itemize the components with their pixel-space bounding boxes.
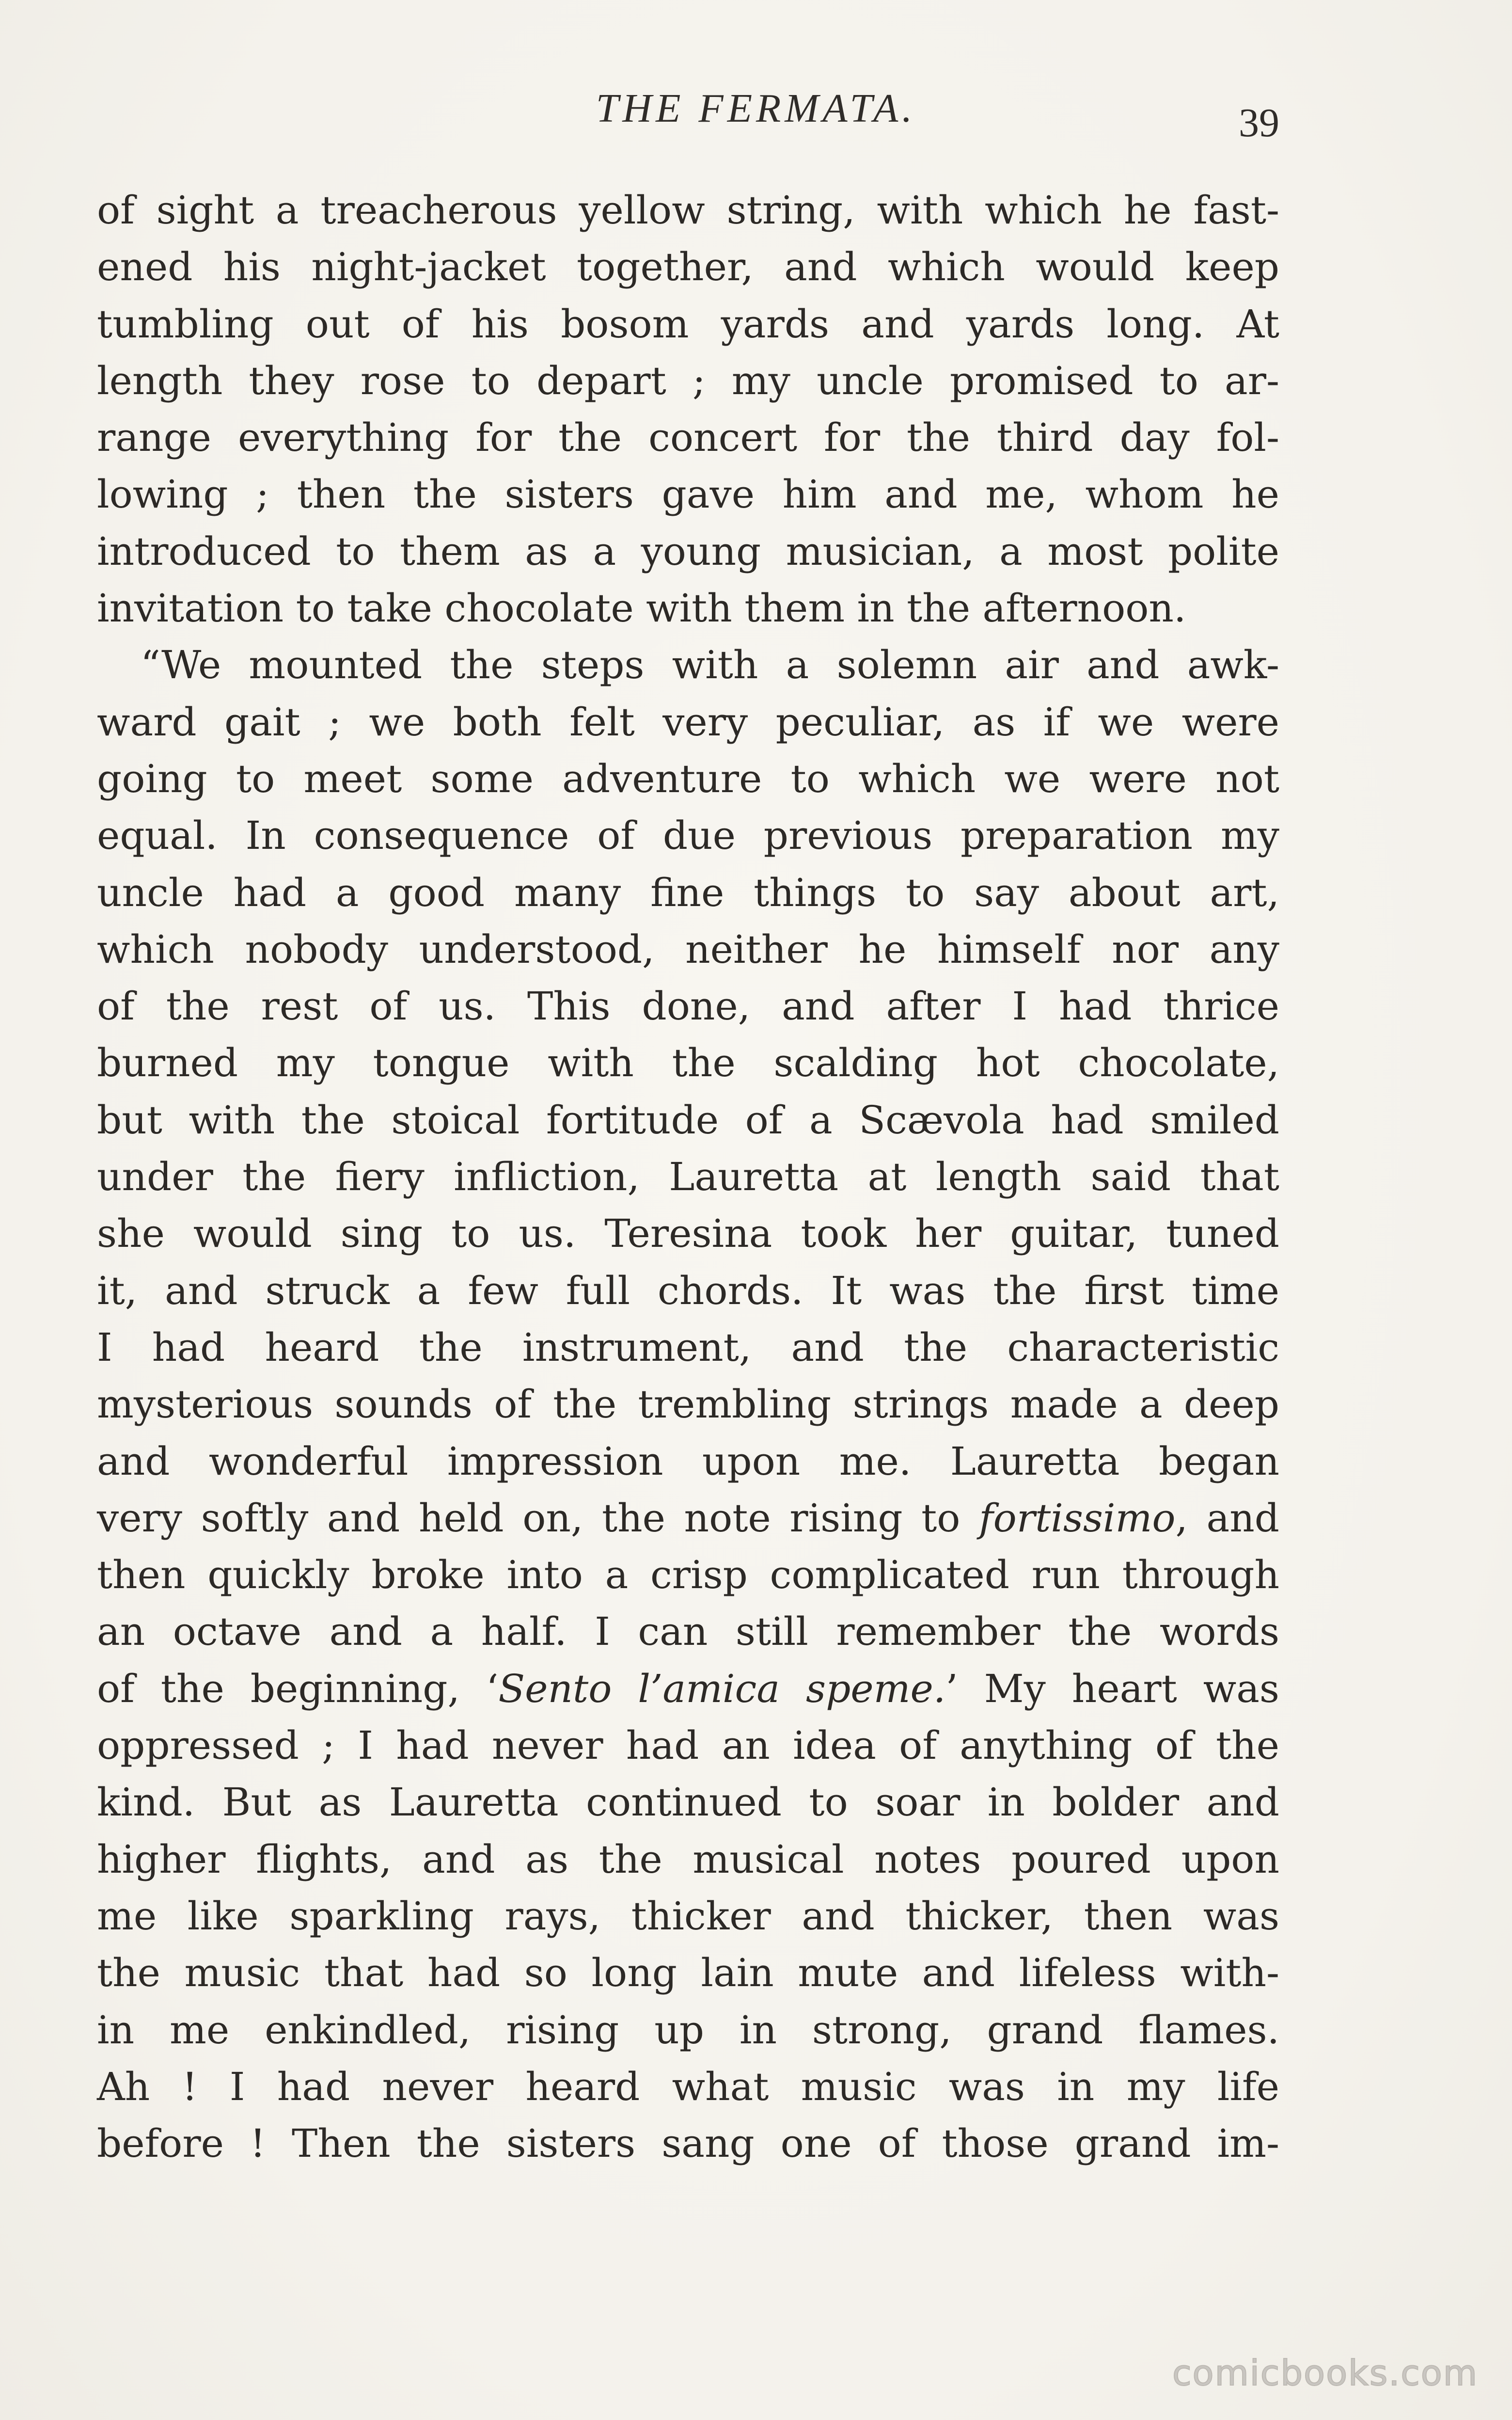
text-line: mysterious sounds of the trembling strings made a deep — [97, 1382, 1279, 1427]
italic-quote: Sento l’amica speme. — [498, 1666, 946, 1711]
text-line: invitation to take chocolate with them in the afternoon. — [97, 586, 1186, 631]
line-text-after: ’ My heart was — [945, 1666, 1279, 1711]
text-line: then quickly broke into a crisp complicated run through — [97, 1552, 1279, 1598]
text-line: and wonderful impression upon me. Lauretta began — [97, 1438, 1279, 1484]
line-text-before: very softly and held on, the note rising to — [97, 1495, 979, 1541]
text-line: of the rest of us. This done, and after I had thrice — [97, 984, 1279, 1029]
text-line: but with the stoical fortitude of a Scævola had smiled — [97, 1097, 1279, 1143]
text-line: burned my tongue with the scalding hot chocolate, — [97, 1040, 1279, 1086]
page-number: 39 — [1239, 100, 1279, 145]
text-line: Ah ! I had never heard what music was in my life — [97, 2064, 1279, 2109]
paragraph-start-line: “We mounted the steps with a solemn air and awk- — [141, 642, 1279, 688]
text-line: oppressed ; I had never had an idea of anything of the — [97, 1723, 1279, 1768]
text-line: introduced to them as a young musician, a most polite — [97, 528, 1279, 574]
text-line-with-italic — [97, 1660, 1279, 1717]
text-line: she would sing to us. Teresina took her guitar, tuned — [97, 1211, 1279, 1257]
text-line: range everything for the concert for the third day fol- — [97, 415, 1279, 461]
text-line: ward gait ; we both felt very peculiar, as if we were — [97, 699, 1279, 745]
text-line: uncle had a good many fine things to say about art, — [97, 870, 1279, 915]
text-line: which nobody understood, neither he himself nor any — [97, 926, 1279, 972]
line-text-after: , and — [1175, 1495, 1279, 1541]
text-line-with-italic — [97, 1490, 1279, 1546]
text-line: under the fiery infliction, Lauretta at length said that — [97, 1154, 1279, 1200]
italic-term: fortissimo — [979, 1495, 1176, 1541]
line-text-before: of the beginning, ‘ — [97, 1666, 499, 1711]
text-line: going to meet some adventure to which we were not — [97, 756, 1279, 801]
text-line: length they rose to depart ; my uncle promised to ar- — [97, 358, 1279, 403]
text-line: ened his night-jacket together, and which would keep — [97, 244, 1279, 290]
text-line: before ! Then the sisters sang one of those grand im- — [97, 2121, 1279, 2166]
running-head — [0, 85, 1512, 143]
text-line: an octave and a half. I can still remember the words — [97, 1609, 1279, 1655]
text-line: lowing ; then the sisters gave him and me, whom he — [97, 472, 1279, 517]
text-line: it, and struck a few full chords. It was the first time — [97, 1268, 1279, 1313]
text-line: me like sparkling rays, thicker and thicker, then was — [97, 1893, 1279, 1939]
body-text — [97, 182, 1279, 2172]
text-line: in me enkindled, rising up in strong, grand flames. — [97, 2007, 1279, 2053]
watermark: comicbooks.com — [1172, 2353, 1478, 2393]
text-line: the music that had so long lain mute and lifeless with- — [97, 1950, 1279, 1996]
text-line: tumbling out of his bosom yards and yards long. At — [97, 301, 1279, 347]
text-line: equal. In consequence of due previous preparation my — [97, 813, 1279, 859]
text-line: of sight a treacherous yellow string, with which he fast- — [97, 188, 1279, 233]
running-title: THE FERMATA. — [596, 86, 916, 131]
text-line: kind. But as Lauretta continued to soar in bolder and — [97, 1780, 1279, 1825]
text-line: higher flights, and as the musical notes poured upon — [97, 1836, 1279, 1882]
text-line: I had heard the instrument, and the characteristic — [97, 1324, 1279, 1370]
